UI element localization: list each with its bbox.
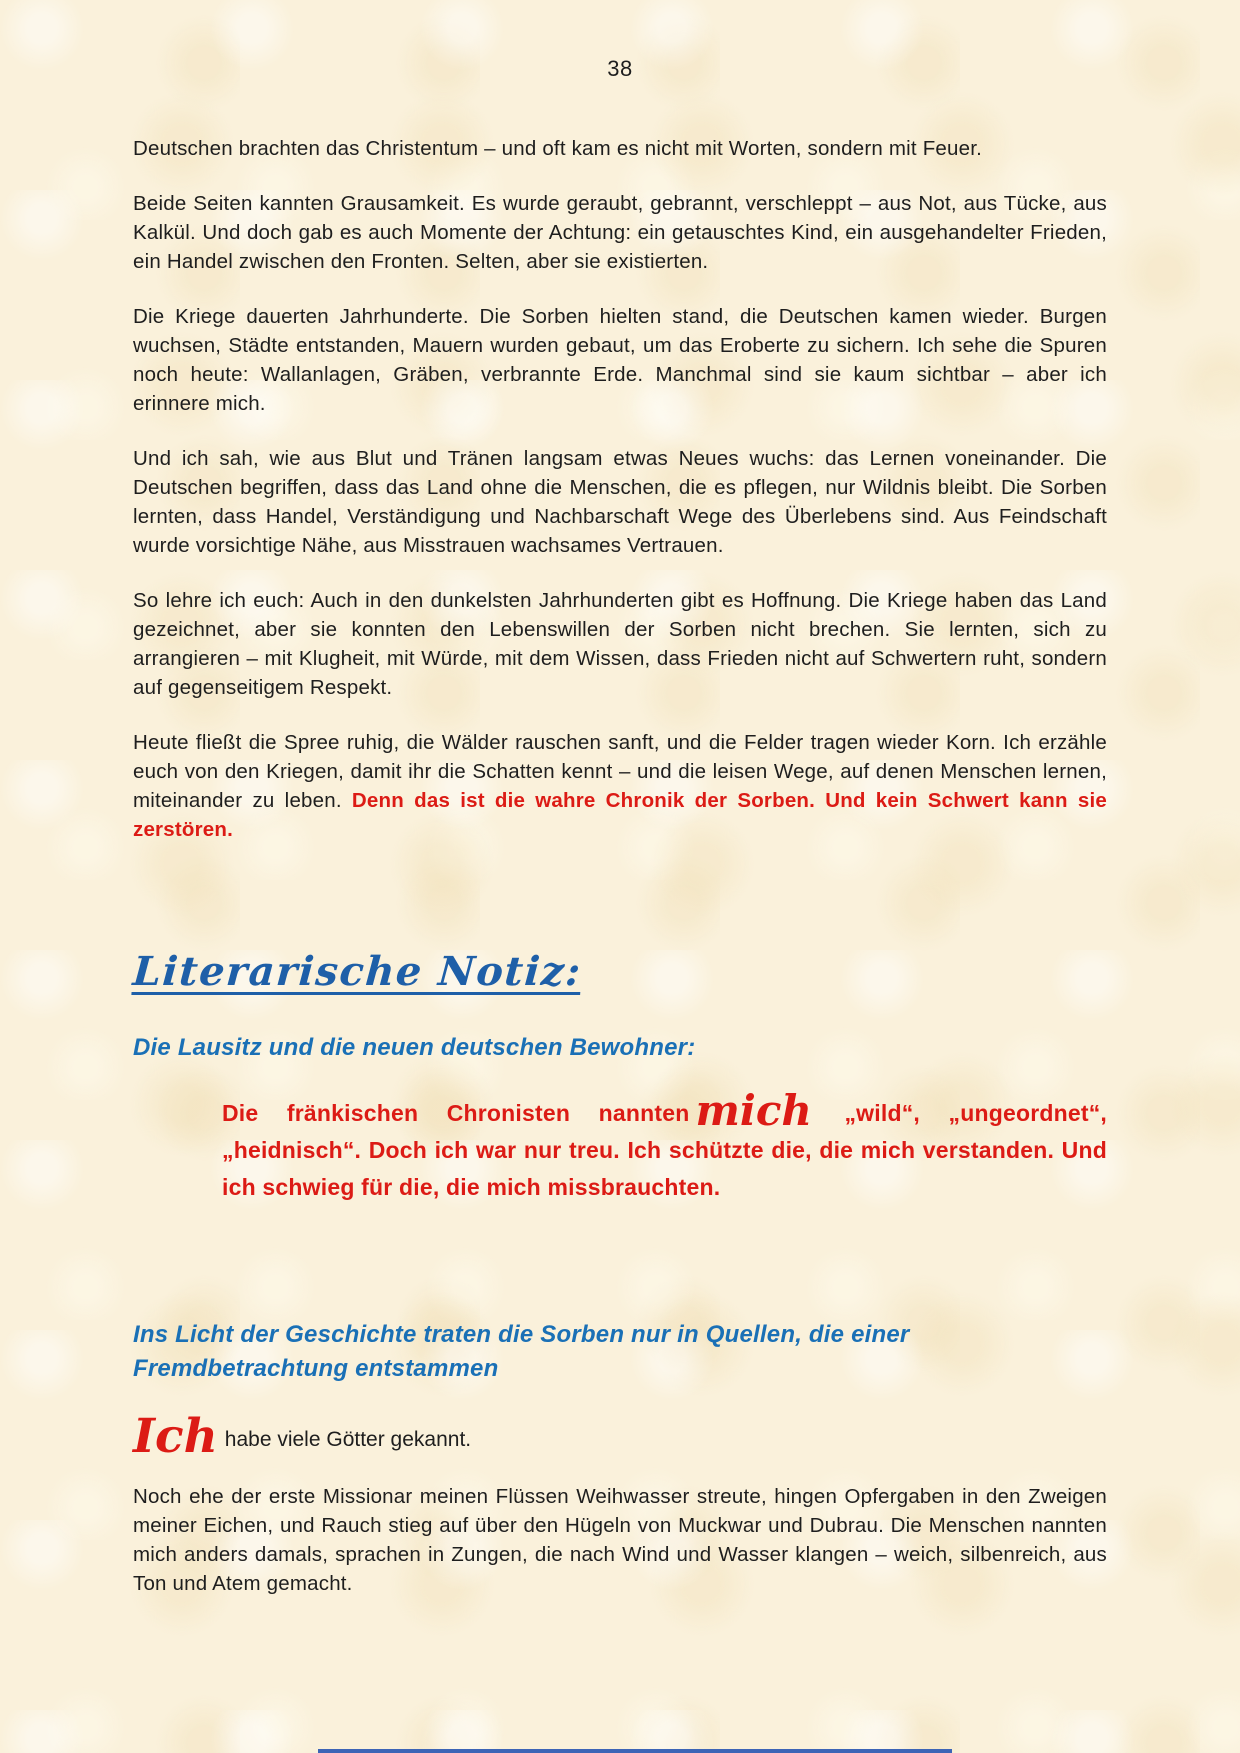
chronisten-quote-suffix: „wild“, „ungeordnet“, „heidnisch“. Doch ich war nur treu. Ich schützte die, die mich verstanden. Und ich schwieg für die, die mich missbrauchten. <box>222 1100 1107 1200</box>
chronisten-quote-prefix: Die fränkischen Chronisten nannten <box>222 1100 690 1126</box>
literary-note-heading: Literarische Notiz: <box>131 948 584 995</box>
paragraph-heute-fliesst <box>133 728 1107 844</box>
ich-goetter-text: habe viele Götter gekannt. <box>224 1428 472 1451</box>
lausitz-subheading: Die Lausitz und die neuen deutschen Bewohner: <box>133 1034 696 1061</box>
paragraph-und-ich-sah: Und ich sah, wie aus Blut und Tränen langsam etwas Neues wuchs: das Lernen voneinander. Die Deutschen begriffen, dass das Land ohne die Menschen, die es pflegen, nur Wildnis bleibt. Die Sorben lernten, dass Handel, Verständigung und Nachbarschaft Wege des Überlebens sind. Aus Feindschaft wurde vorsichtige Nähe, aus Misstrauen wachsames Vertrauen. <box>133 447 1107 557</box>
bottom-divider-line <box>318 1749 952 1753</box>
paragraph-heute-fliesst-red-emphasis: Denn das ist die wahre Chronik der Sorben. Und kein Schwert kann sie zerstören. <box>133 789 1108 841</box>
paragraph-beide-seiten: Beide Seiten kannten Grausamkeit. Es wurde geraubt, gebrannt, verschleppt – aus Not, aus Tücke, aus Kalkül. Und doch gab es auch Momente der Achtung: ein getauschtes Kind, ein ausgehandelter Frieden, ein Handel zwischen den Fronten. Selten, aber sie existierten. <box>133 192 1107 273</box>
ich-script-word: Ich <box>133 1409 218 1464</box>
paragraph-so-lehre-ich: So lehre ich euch: Auch in den dunkelsten Jahrhunderten gibt es Hoffnung. Die Kriege haben das Land gezeichnet, aber sie konnten den Lebenswillen der Sorben nicht brechen. Sie lernten, sich zu arrangieren – mit Klugheit, mit Würde, mit dem Wissen, dass Frieden nicht auf Schwertern ruht, sondern auf gegenseitigem Respekt. <box>133 589 1107 699</box>
paragraph-christentum: Deutschen brachten das Christentum – und oft kam es nicht mit Worten, sondern mit Feuer. <box>133 137 983 160</box>
paragraph-heute-fliesst-text: Heute fließt die Spree ruhig, die Wälder rauschen sanft, und die Felder tragen wieder Korn. Ich erzähle euch von den Kriegen, damit ihr die Schatten kennt – und die leisen Wege, auf denen Menschen lernen, miteinander zu leben. <box>133 731 1107 812</box>
chronisten-quote <box>222 1086 1107 1206</box>
ich-goetter-line <box>133 1409 1107 1464</box>
paragraph-kriege-dauerten: Die Kriege dauerten Jahrhunderte. Die Sorben hielten stand, die Deutschen kamen wieder. Burgen wuchsen, Städte entstanden, Mauern wurden gebaut, um das Eroberte zu sichern. Ich sehe die Spuren noch heute: Wallanlagen, Gräben, verbrannte Erde. Manchmal sind sie kaum sichtbar – aber ich erinnere mich. <box>133 305 1107 415</box>
paragraph-missionar: Noch ehe der erste Missionar meinen Flüssen Weihwasser streute, hingen Opfergaben in den Zweigen meiner Eichen, und Rauch stieg auf über den Hügeln von Muckwar und Dubrau. Die Menschen nannten mich anders damals, sprachen in Zungen, die nach Wind und Wasser klangen – weich, silbenreich, aus Ton und Atem gemacht. <box>133 1485 1107 1595</box>
chronisten-quote-script-mich: mich <box>695 1086 812 1135</box>
page-number: 38 <box>607 56 633 81</box>
literary-note-section <box>133 870 1107 1598</box>
ins-licht-heading: Ins Licht der Geschichte traten die Sorben nur in Quellen, die einer Fremdbetrachtung entstammen <box>133 1321 910 1382</box>
page-content <box>0 56 1240 1598</box>
